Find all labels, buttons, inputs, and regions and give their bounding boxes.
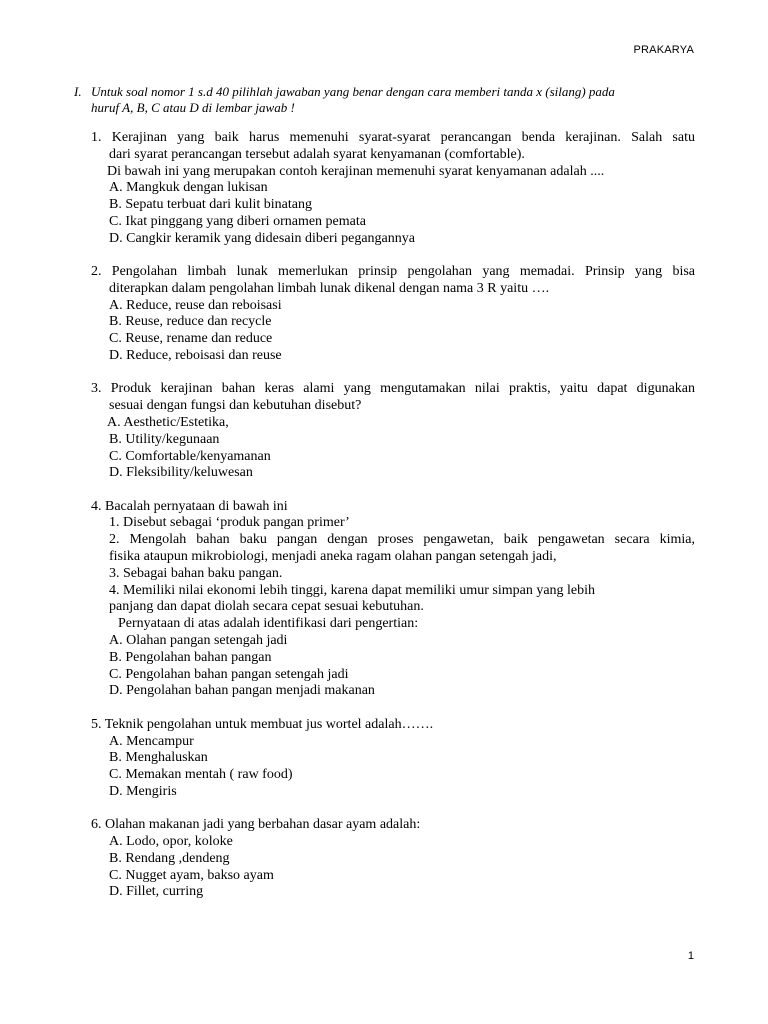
question-stem-line: dari syarat perancangan tersebut adalah syarat kenyamanan (comfortable).: [109, 146, 525, 162]
instruction-line-2: huruf A, B, C atau D di lembar jawab !: [91, 100, 295, 115]
page-number: 1: [687, 950, 694, 962]
question-2: [91, 264, 695, 365]
answer-option-d: D. Mengiris: [109, 783, 177, 799]
question-6: [91, 817, 695, 901]
statement-1: 1. Disebut sebagai ‘produk pangan primer’: [109, 515, 350, 531]
question-stem: [91, 817, 695, 834]
question-stem-line: 4. Bacalah pernyataan di bawah ini: [91, 498, 288, 514]
question-stem-line: 2. Pengolahan limbah lunak memerlukan prinsip pengolahan yang memadai. Prinsip yang bisa: [91, 264, 695, 280]
instruction-line-1: Untuk soal nomor 1 s.d 40 pilihlah jawaban yang benar dengan cara memberi tanda x (silang) pada: [91, 84, 615, 99]
answer-option-c: C. Comfortable/kenyamanan: [109, 448, 271, 464]
answer-option-c: C. Ikat pinggang yang diberi ornamen pemata: [109, 213, 366, 229]
answer-option-c: C. Memakan mentah ( raw food): [109, 767, 293, 783]
answer-option-a: A. Aesthetic/Estetika,: [107, 414, 229, 430]
answer-option-b: B. Menghaluskan: [109, 750, 208, 766]
question-5: [91, 717, 695, 801]
question-list: [91, 130, 695, 918]
statement-2: 2. Mengolah bahan baku pangan dengan proses pengawetan, baik pengawetan secara kimia,: [109, 532, 695, 548]
answer-option-d: D. Fillet, curring: [109, 884, 204, 900]
answer-option-a: A. Mangkuk dengan lukisan: [109, 180, 268, 196]
answer-option-b: B. Reuse, reduce dan recycle: [109, 314, 272, 330]
answer-option-b: B. Utility/kegunaan: [109, 431, 220, 447]
statement-4-continued: panjang dan dapat diolah secara cepat sesuai kebutuhan.: [109, 599, 424, 615]
statement-3: 3. Sebagai bahan baku pangan.: [109, 565, 283, 581]
question-1: [91, 130, 695, 248]
answer-option-b: B. Sepatu terbuat dari kulit binatang: [109, 197, 312, 213]
question-stem-line: 5. Teknik pengolahan untuk membuat jus wortel adalah…….: [91, 716, 434, 732]
answer-option-c: C. Pengolahan bahan pangan setengah jadi: [109, 666, 349, 682]
answer-option-d: D. Cangkir keramik yang didesain diberi pegangannya: [109, 230, 415, 246]
instruction-numeral: I.: [74, 84, 82, 99]
answer-option-a: A. Reduce, reuse dan reboisasi: [109, 297, 282, 313]
question-stem-line: sesuai dengan fungsi dan kebutuhan disebut?: [109, 398, 362, 414]
question-stem-line: 1. Kerajinan yang baik harus memenuhi syarat-syarat perancangan benda kerajinan. Salah satu: [91, 130, 695, 145]
question-3: [91, 381, 695, 482]
question-stem: [91, 499, 695, 633]
question-stem: [91, 717, 695, 734]
question-stem: [91, 264, 695, 298]
answer-option-b: B. Pengolahan bahan pangan: [109, 649, 272, 665]
question-prompt: Pernyataan di atas adalah identifikasi dari pengertian:: [118, 616, 419, 632]
answer-option-c: C. Reuse, rename dan reduce: [109, 331, 273, 347]
statement-4: 4. Memiliki nilai ekonomi lebih tinggi, karena dapat memiliki umur simpan yang lebih: [109, 582, 596, 598]
statement-2-continued: fisika ataupun mikrobiologi, menjadi aneka ragam olahan pangan setengah jadi,: [109, 549, 557, 565]
answer-option-d: D. Reduce, reboisasi dan reuse: [109, 348, 282, 364]
answer-option-a: A. Mencampur: [109, 733, 194, 749]
question-stem-line: diterapkan dalam pengolahan limbah lunak dikenal dengan nama 3 R yaitu ….: [109, 280, 550, 296]
answer-option-b: B. Rendang ,dendeng: [109, 850, 230, 866]
answer-option-c: C. Nugget ayam, bakso ayam: [109, 867, 274, 883]
instruction-block: [74, 84, 694, 116]
question-stem-line: Di bawah ini yang merupakan contoh kerajinan memenuhi syarat kenyamanan adalah ....: [107, 163, 605, 179]
page-header-subject: PRAKARYA: [633, 44, 694, 56]
question-stem: [91, 381, 695, 415]
answer-option-a: A. Lodo, opor, koloke: [109, 833, 233, 849]
answer-option-a: A. Olahan pangan setengah jadi: [109, 633, 288, 649]
question-stem-line: 3. Produk kerajinan bahan keras alami yang mengutamakan nilai praktis, yaitu dapat digunakan: [91, 381, 695, 397]
question-stem: [91, 130, 695, 180]
question-4: [91, 499, 695, 701]
answer-option-d: D. Pengolahan bahan pangan menjadi makanan: [109, 683, 375, 699]
question-stem-line: 6. Olahan makanan jadi yang berbahan dasar ayam adalah:: [91, 817, 421, 833]
answer-option-d: D. Fleksibility/keluwesan: [109, 465, 253, 481]
